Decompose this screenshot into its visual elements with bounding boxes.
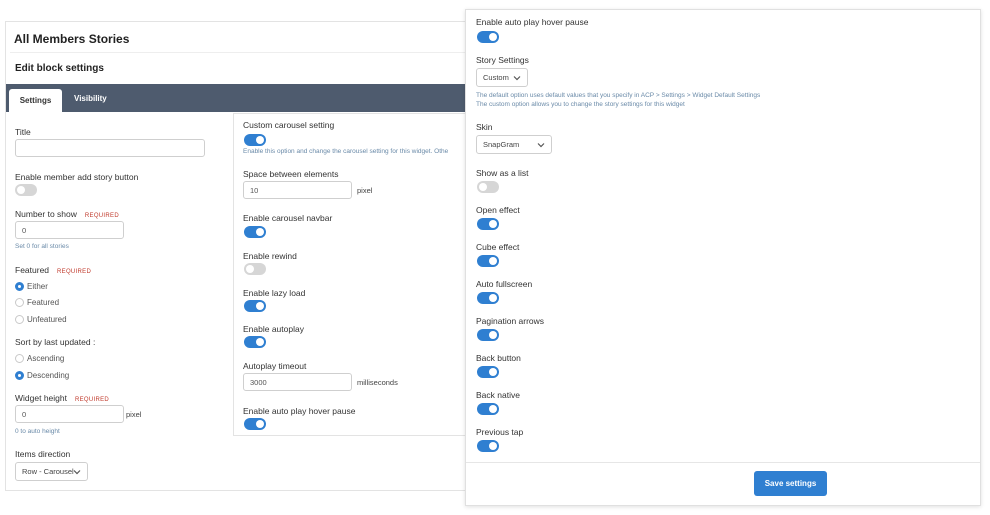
story-settings-panel	[465, 9, 981, 506]
timeout-label: Autoplay timeout	[243, 361, 307, 371]
chevron-down-icon	[536, 140, 546, 150]
save-settings-button[interactable]	[754, 471, 827, 496]
featured-label	[15, 265, 91, 275]
timeout-input[interactable]: 3000	[243, 373, 352, 391]
list-toggle[interactable]	[477, 181, 499, 193]
hover-toggle-mid[interactable]	[244, 418, 266, 430]
lazy-toggle[interactable]	[244, 300, 266, 312]
radio-featured[interactable]	[15, 298, 24, 307]
tab-settings[interactable]	[9, 89, 62, 112]
tab-visibility[interactable]: Visibility	[74, 94, 107, 103]
space-unit: pixel	[357, 186, 373, 195]
previous-tap-toggle[interactable]	[477, 440, 499, 452]
hover-label-mid: Enable auto play hover pause	[243, 406, 356, 416]
open-effect-toggle[interactable]	[477, 218, 499, 230]
navbar-label: Enable carousel navbar	[243, 213, 333, 223]
title-input[interactable]	[15, 139, 205, 157]
sort-label: Sort by last updated :	[15, 337, 96, 347]
featured-label-text: Featured	[15, 265, 50, 275]
story-hint-custom: The custom option allows you to change the story settings for this widget	[476, 101, 685, 108]
cube-effect-toggle[interactable]	[477, 255, 499, 267]
tab-settings-label: Settings	[19, 96, 52, 105]
fullscreen-toggle[interactable]	[477, 292, 499, 304]
previous-tap-label: Previous tap	[476, 427, 524, 437]
space-label: Space between elements	[243, 169, 339, 179]
hover-toggle[interactable]	[477, 31, 499, 43]
divider	[10, 52, 472, 53]
member-add-toggle[interactable]	[15, 184, 37, 196]
tab-bar	[6, 84, 476, 112]
carousel-label: Custom carousel setting	[243, 120, 335, 130]
lazy-label: Enable lazy load	[243, 288, 306, 298]
required-badge: REQUIRED	[74, 397, 110, 403]
radio-ascending[interactable]	[15, 354, 24, 363]
footer-divider	[466, 462, 980, 463]
autoplay-toggle[interactable]	[244, 336, 266, 348]
radio-either-label: Either	[27, 282, 48, 291]
number-label	[15, 209, 119, 219]
save-settings-label: Save settings	[764, 479, 817, 488]
height-input[interactable]: 0	[15, 405, 124, 423]
back-button-label: Back button	[476, 353, 521, 363]
fullscreen-label: Auto fullscreen	[476, 279, 533, 289]
required-badge: REQUIRED	[57, 269, 92, 275]
height-label-text: Widget height	[15, 393, 67, 403]
height-unit: pixel	[126, 410, 142, 419]
cube-effect-label: Cube effect	[476, 242, 520, 252]
member-add-label: Enable member add story button	[15, 172, 139, 182]
back-native-toggle[interactable]	[477, 403, 499, 415]
direction-label: Items direction	[15, 449, 71, 459]
radio-either[interactable]	[15, 282, 24, 291]
back-native-label: Back native	[476, 390, 520, 400]
hover-label: Enable auto play hover pause	[476, 17, 589, 27]
height-hint: 0 to auto height	[15, 428, 60, 435]
carousel-toggle[interactable]	[244, 134, 266, 146]
arrows-toggle[interactable]	[477, 329, 499, 341]
direction-select-value: Row - Carousel	[22, 467, 74, 476]
skin-select[interactable]	[476, 135, 552, 154]
timeout-unit: milliseconds	[357, 378, 398, 387]
radio-featured-label: Featured	[27, 298, 60, 307]
navbar-toggle[interactable]	[244, 226, 266, 238]
skin-label: Skin	[476, 122, 493, 132]
rewind-toggle[interactable]	[244, 263, 266, 275]
list-label: Show as a list	[476, 168, 529, 178]
radio-ascending-label: Ascending	[27, 354, 65, 363]
story-settings-value: Custom	[483, 73, 509, 82]
title-label: Title	[15, 127, 31, 137]
direction-select[interactable]	[15, 462, 88, 481]
panel-subtitle: Edit block settings	[15, 63, 104, 74]
chevron-down-icon	[72, 467, 82, 477]
radio-descending[interactable]	[15, 371, 24, 380]
arrows-label: Pagination arrows	[476, 316, 545, 326]
number-label-text: Number to show	[15, 209, 77, 219]
autoplay-label: Enable autoplay	[243, 324, 304, 334]
number-hint: Set 0 for all stories	[15, 243, 69, 250]
story-settings-select[interactable]	[476, 68, 528, 87]
story-hint-default: The default option uses default values that you specify in ACP > Settings > Widget Default Settings	[476, 92, 761, 99]
chevron-down-icon	[512, 73, 522, 83]
required-badge: REQUIRED	[84, 213, 119, 219]
back-button-toggle[interactable]	[477, 366, 499, 378]
story-settings-label: Story Settings	[476, 55, 529, 65]
radio-unfeatured[interactable]	[15, 315, 24, 324]
height-label	[15, 393, 109, 403]
radio-unfeatured-label: Unfeatured	[27, 315, 67, 324]
space-input[interactable]: 10	[243, 181, 352, 199]
skin-select-value: SnapGram	[483, 140, 520, 149]
radio-descending-label: Descending	[27, 371, 70, 380]
panel-title: All Members Stories	[14, 32, 130, 46]
carousel-hint: Enable this option and change the carousel setting for this widget. Othe	[243, 148, 449, 155]
rewind-label: Enable rewind	[243, 251, 297, 261]
number-input[interactable]: 0	[15, 221, 124, 239]
open-effect-label: Open effect	[476, 205, 520, 215]
